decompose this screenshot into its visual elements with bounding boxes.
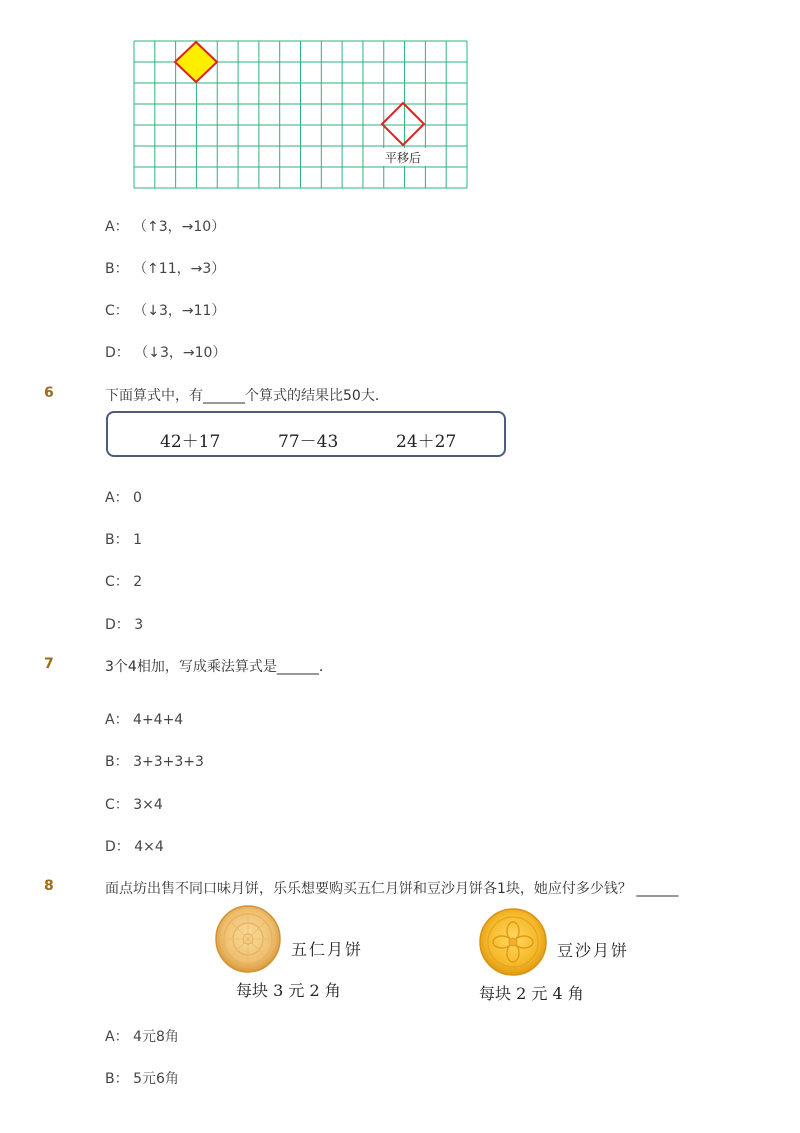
option-key: A： <box>105 490 129 506</box>
option-text: （↑3，→10） <box>133 219 226 235</box>
option-key: D： <box>105 617 130 633</box>
option-text: （↓3，→11） <box>133 303 226 319</box>
q6-option-d[interactable] <box>105 614 143 634</box>
option-key: A： <box>105 219 129 235</box>
q7-option-c[interactable] <box>105 794 163 814</box>
q7-number: 7 <box>44 656 54 672</box>
option-text: 3+3+3+3 <box>133 754 204 770</box>
option-text: （↑11，→3） <box>133 261 226 277</box>
q6-option-b[interactable] <box>105 529 142 549</box>
q5-option-c[interactable] <box>105 300 225 320</box>
q6-option-a[interactable] <box>105 487 142 507</box>
option-text: 5元6角 <box>133 1071 179 1087</box>
q6-question-text: 下面算式中，有______个算式的结果比50大． <box>105 388 389 404</box>
option-key: B： <box>105 261 129 277</box>
option-key: C： <box>105 574 129 590</box>
option-text: 4元8角 <box>133 1029 179 1045</box>
q8-number: 8 <box>44 878 54 894</box>
q5-option-a[interactable] <box>105 216 225 236</box>
five-nut-mooncake-image <box>215 903 281 973</box>
translation-grid-figure <box>133 40 469 190</box>
option-key: D： <box>105 839 130 855</box>
option-key: A： <box>105 712 129 728</box>
q5-option-d[interactable] <box>105 342 226 362</box>
five-nut-mooncake-price: 每块 3 元 2 角 <box>236 981 341 1000</box>
q6-option-c[interactable] <box>105 571 142 591</box>
option-text: 3×4 <box>133 797 163 813</box>
q8-option-a[interactable] <box>105 1026 179 1046</box>
red-bean-mooncake-price: 每块 2 元 4 角 <box>479 984 584 1003</box>
option-key: D： <box>105 345 130 361</box>
translated-red-square <box>382 103 424 145</box>
option-text: 2 <box>133 574 143 590</box>
option-key: B： <box>105 754 129 770</box>
option-text: 0 <box>133 490 142 506</box>
expression-2: 77－43 <box>278 432 339 452</box>
option-key: B： <box>105 532 129 548</box>
q8-option-b[interactable] <box>105 1068 179 1088</box>
option-text: 4×4 <box>134 839 164 855</box>
red-bean-mooncake-image <box>479 906 547 976</box>
q8-question-text: 面点坊出售不同口味月饼，乐乐想要购买五仁月饼和豆沙月饼各1块，她应付多少钱？ ______ <box>105 881 679 897</box>
option-text: 3 <box>134 617 144 633</box>
option-key: A： <box>105 1029 129 1045</box>
q6-number: 6 <box>44 385 54 401</box>
option-key: B： <box>105 1071 129 1087</box>
option-text: （↓3，→10） <box>134 345 227 361</box>
q7-option-a[interactable] <box>105 709 183 729</box>
option-key: C： <box>105 303 129 319</box>
translated-label: 平移后 <box>384 151 422 165</box>
q7-option-b[interactable] <box>105 751 204 771</box>
q6-expression-box <box>106 411 506 457</box>
expression-3: 24＋27 <box>396 432 457 452</box>
expression-1: 42＋17 <box>160 432 221 452</box>
q7-question-text: 3个4相加，写成乘法算式是______． <box>105 659 333 675</box>
option-text: 4+4+4 <box>133 712 184 728</box>
red-bean-mooncake-name: 豆沙月饼 <box>557 941 630 960</box>
option-text: 1 <box>133 532 142 548</box>
q5-option-b[interactable] <box>105 258 225 278</box>
option-key: C： <box>105 797 129 813</box>
original-yellow-square <box>175 42 217 82</box>
five-nut-mooncake-name: 五仁月饼 <box>291 940 364 959</box>
q7-option-d[interactable] <box>105 836 164 856</box>
